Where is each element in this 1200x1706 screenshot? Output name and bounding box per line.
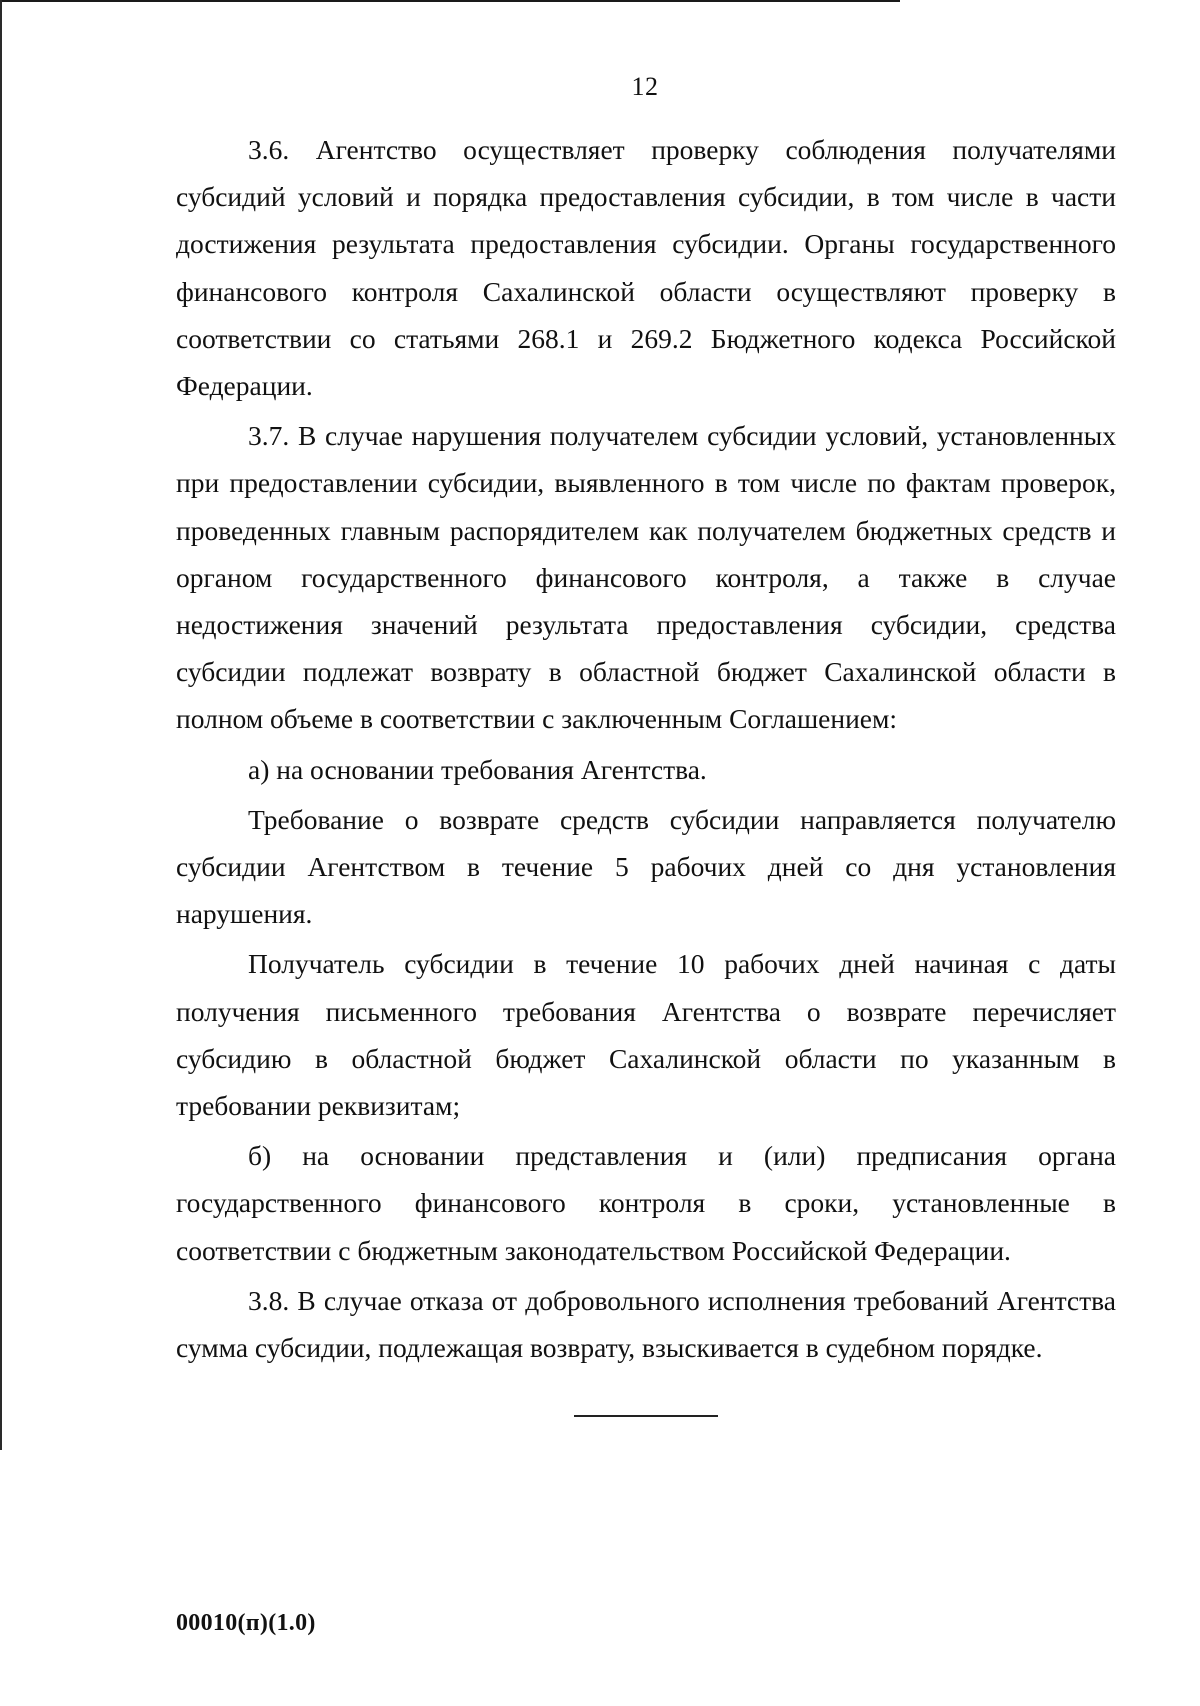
paragraph-3-7: 3.7. В случае нарушения получателем субсидии условий, установленных при предоставлении субсидии, выявленного в том числе по фактам проверок, проведенных главным распорядителем как получателем бюджетных средств и органом государственного финансового контроля, а также в случае недостижения значений результата предоставления субсидии, средства субсидии подлежат возврату в областной бюджет Сахалинской области в полном объеме в соответствии с заключенным Соглашением:	[176, 420, 1116, 735]
body-text	[176, 126, 1116, 1374]
paragraph-refund-request: Требование о возврате средств субсидии направляется получателю субсидии Агентством в течение 5 рабочих дней со дня установления нарушения.	[176, 803, 1116, 930]
paragraph-item-b: б) на основании представления и (или) предписания органа государственного финансового контроля в сроки, установленные в соответствии с бюджетным законодательством Российской Федерации.	[176, 1140, 1116, 1266]
paragraph-item-a: а) на основании требования Агентства.	[248, 753, 707, 785]
footer-code: 00010(п)(1.0)	[176, 1610, 316, 1636]
page-number: 12	[631, 72, 659, 101]
scan-edge-top	[0, 0, 900, 2]
end-of-document-rule	[574, 1415, 718, 1417]
paragraph-3-6: 3.6. Агентство осуществляет проверку соблюдения получателями субсидий условий и порядка предоставления субсидии, в том числе в части достижения результата предоставления субсидии. Органы государственного финансового контроля Сахалинской области осуществляют проверку в соответствии со статьями 268.1 и 269.2 Бюджетного кодекса Российской Федерации.	[176, 134, 1116, 402]
scan-edge-left	[0, 0, 2, 1450]
paragraph-3-8: 3.8. В случае отказа от добровольного исполнения требований Агентства сумма субсидии, подлежащая возврату, взыскивается в судебном порядке.	[176, 1284, 1116, 1364]
paragraph-refund-transfer: Получатель субсидии в течение 10 рабочих дней начиная с даты получения письменного требования Агентства о возврате перечисляет субсидию в областной бюджет Сахалинской области по указанным в требовании реквизитам;	[176, 948, 1116, 1122]
